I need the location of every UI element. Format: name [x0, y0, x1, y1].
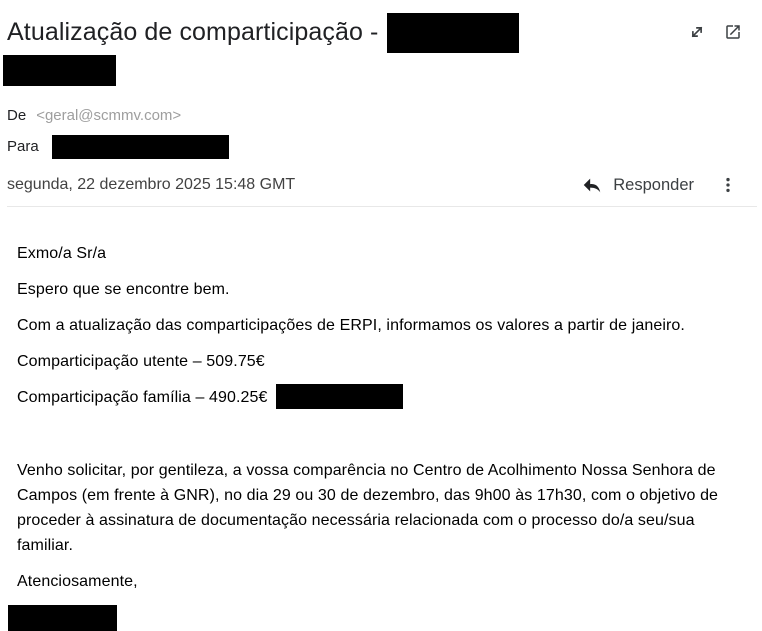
email-body — [0, 207, 762, 631]
reply-button[interactable] — [581, 174, 694, 196]
body-wellbeing: Espero que se encontre bem. — [17, 281, 230, 299]
more-options-kebab-icon[interactable] — [718, 175, 738, 195]
email-subject — [7, 12, 519, 53]
sender-recipient-meta — [7, 105, 762, 159]
body-request-paragraph: Venho solicitar, por gentileza, a vossa comparência no Centro de Acolhimento Nossa Senhora de Campos (em frente à GNR), no dia 29 ou 30 de dezembro, das 9h00 às 17h30, com o objetivo de proceder à assinatura de documentação necessária relacionada com o processo do/a seu/sua familiar. — [17, 461, 719, 554]
email-subject-text: Atualização de comparticipação - — [7, 18, 379, 46]
to-label: Para — [7, 138, 39, 156]
body-familia-value — [17, 385, 746, 410]
open-in-new-icon[interactable] — [724, 23, 742, 41]
from-row — [7, 105, 762, 127]
redaction-bar-recipient — [52, 135, 229, 159]
to-row — [7, 135, 762, 159]
date-actions-row — [7, 174, 762, 196]
redaction-bar-subject-line2 — [3, 55, 116, 86]
redaction-bar-familia — [276, 384, 403, 409]
redaction-bar-signature — [8, 605, 117, 631]
from-label: De — [7, 107, 27, 125]
header-actions — [688, 12, 762, 41]
subject-row — [7, 12, 762, 53]
redaction-bar-subject — [387, 13, 519, 53]
body-update-info: Com a atualização das comparticipações de ERPI, informamos os valores a partir de janeiro. — [17, 317, 685, 335]
body-utente-value: Comparticipação utente – 509.75€ — [17, 353, 265, 371]
email-date: segunda, 22 dezembro 2025 15:48 GMT — [7, 176, 296, 194]
reply-label: Responder — [613, 175, 694, 194]
from-email[interactable]: <geral@scmmv.com> — [36, 107, 182, 125]
body-blank-line — [17, 422, 746, 447]
body-familia-text: Comparticipação família – 490.25€ — [17, 389, 268, 407]
reply-arrow-icon — [581, 174, 603, 196]
body-closing: Atenciosamente, — [17, 572, 138, 590]
email-header — [0, 0, 762, 207]
expand-diagonal-icon[interactable] — [688, 23, 706, 41]
body-greeting: Exmo/a Sr/a — [17, 245, 107, 263]
